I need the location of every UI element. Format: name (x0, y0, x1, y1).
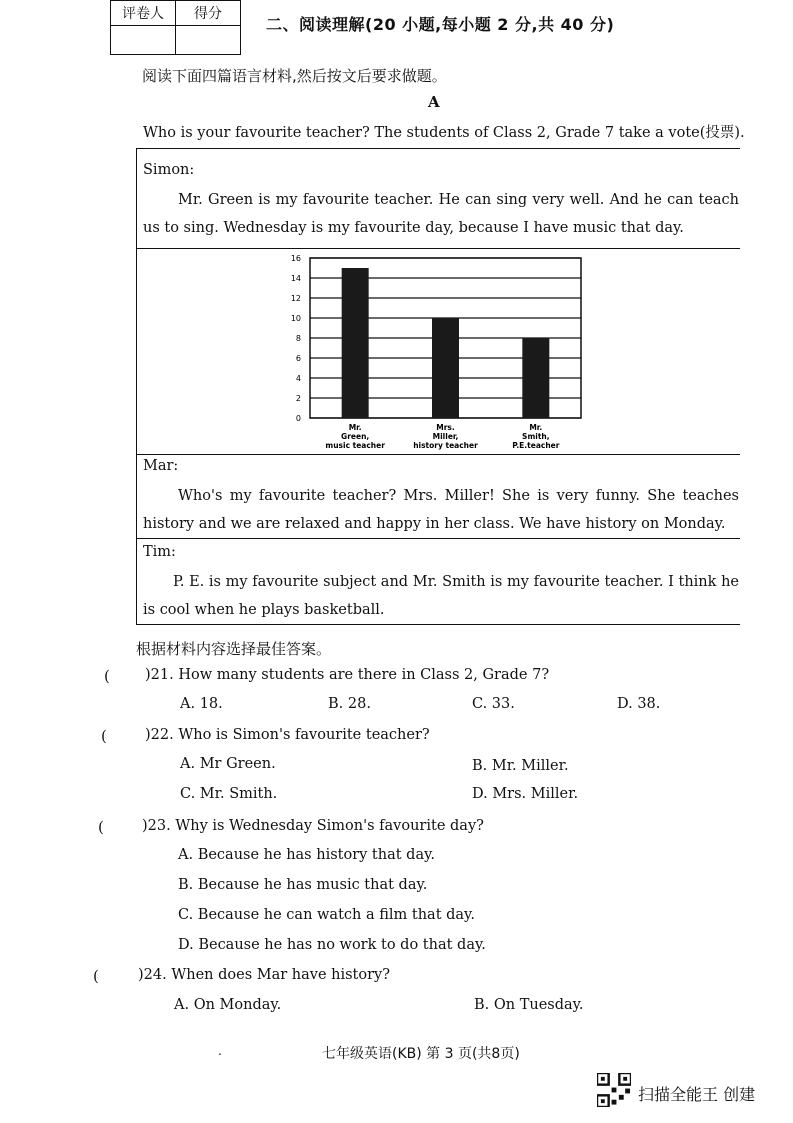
question-22: )22. Who is Simon's favourite teacher? (145, 727, 430, 743)
x-category-label: Mr. Green, music teacher (325, 423, 385, 450)
divider (136, 248, 740, 249)
option-a: A. On Monday. (174, 997, 282, 1013)
y-tick-label: 6 (295, 354, 301, 363)
passage-letter: A (428, 93, 440, 111)
y-tick-label: 12 (290, 294, 301, 303)
answer-paren[interactable]: ( (104, 667, 110, 685)
speaker-tim: Tim: (143, 544, 176, 560)
choose-instruction: 根据材料内容选择最佳答案。 (136, 640, 332, 658)
y-tick-label: 8 (295, 334, 301, 343)
question-23: )23. Why is Wednesday Simon's favourite day? (142, 818, 484, 834)
option-b: B. Because he has music that day. (178, 877, 428, 893)
answer-paren[interactable]: ( (101, 727, 107, 745)
page-footer: 七年级英语(KB) 第 3 页(共8页) (322, 1046, 520, 1062)
y-tick-label: 10 (290, 314, 301, 323)
instruction: 阅读下面四篇语言材料,然后按文后要求做题。 (142, 67, 447, 85)
score-table (110, 0, 241, 55)
speaker-mar: Mar: (143, 458, 179, 474)
scanner-watermark: 扫描全能王 创建 (638, 1085, 756, 1104)
bar-chart (290, 252, 600, 454)
tim-text: P. E. is my favourite subject and Mr. Smith is my favourite teacher. I think he is cool when he plays basketball. (143, 574, 739, 618)
x-category-label: Mr. Smith, P.E.teacher (512, 423, 560, 450)
bar (522, 338, 549, 418)
grader-label: 评卷人 (111, 1, 176, 26)
x-category-label: Mrs. Miller, history teacher (413, 423, 478, 450)
option-b: B. Mr. Miller. (472, 758, 569, 774)
option-b: B. On Tuesday. (474, 997, 584, 1013)
y-tick-label: 2 (295, 394, 301, 403)
option-d: D. Mrs. Miller. (472, 786, 579, 802)
question-24: )24. When does Mar have history? (138, 967, 391, 983)
y-tick-label: 16 (290, 254, 301, 263)
option-d: D. 38. (617, 696, 661, 712)
y-tick-label: 0 (295, 414, 301, 423)
question-21: )21. How many students are there in Class 2, Grade 7? (145, 667, 550, 683)
option-a: A. Because he has history that day. (178, 847, 435, 863)
section-title: 二、阅读理解(20 小题,每小题 2 分,共 40 分) (266, 15, 615, 34)
mar-text: Who's my favourite teacher? Mrs. Miller! She is very funny. She teaches history and we are relaxed and happy in her class. We have history on Monday. (143, 488, 739, 532)
qr-code-icon (597, 1073, 631, 1107)
footer-dot: . (218, 1044, 222, 1058)
option-d: D. Because he has no work to do that day. (178, 937, 486, 953)
option-c: C. Mr. Smith. (180, 786, 278, 802)
divider (136, 454, 740, 455)
simon-text: Mr. Green is my favourite teacher. He can sing very well. And he can teach us to sing. Wednesday is my favourite day, because I have music that day. (143, 192, 739, 236)
answer-paren[interactable]: ( (98, 818, 104, 836)
answer-paren[interactable]: ( (93, 967, 99, 985)
y-tick-label: 14 (290, 274, 301, 283)
option-c: C. Because he can watch a film that day. (178, 907, 475, 923)
option-a: A. 18. (180, 696, 223, 712)
y-tick-label: 4 (295, 374, 301, 383)
bar (432, 318, 459, 418)
speaker-simon: Simon: (143, 162, 195, 178)
bar (342, 268, 369, 418)
option-c: C. 33. (472, 696, 515, 712)
option-a: A. Mr Green. (180, 756, 276, 772)
lead-sentence: Who is your favourite teacher? The students of Class 2, Grade 7 take a vote(投票). (143, 125, 745, 141)
score-cell (176, 26, 241, 55)
option-b: B. 28. (328, 696, 371, 712)
score-label: 得分 (176, 1, 241, 26)
divider (136, 538, 740, 539)
grader-cell (111, 26, 176, 55)
